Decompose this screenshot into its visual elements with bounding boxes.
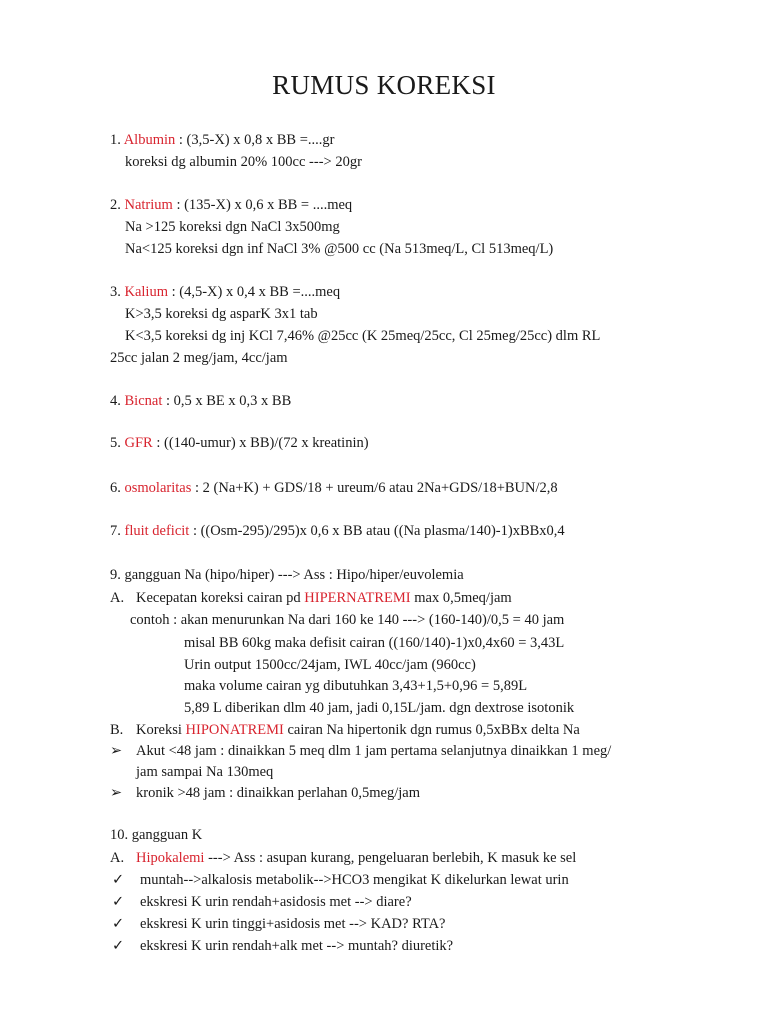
page-title: RUMUS KOREKSI [272, 70, 496, 100]
kalium-label: Kalium [124, 284, 168, 300]
check-icon: ✓ [112, 938, 125, 954]
kalium-formula [110, 283, 340, 301]
list-marker-a: A. [110, 590, 125, 606]
hipernatremi-label: HIPERNATREMI [304, 590, 411, 606]
fluid-deficit-formula [110, 522, 565, 540]
item-number: 3. [110, 284, 125, 300]
albumin-formula [110, 131, 334, 149]
natrium-label: Natrium [124, 197, 173, 213]
list-item: ekskresi K urin rendah+alk met --> muntah? diuretik? [140, 938, 454, 954]
example-calc-4: 5,89 L diberikan dlm 40 jam, jadi 0,15L/jam. dgn dextrose isotonik [184, 700, 575, 716]
list-marker-b: B. [110, 722, 124, 738]
item-number: 6. [110, 480, 125, 496]
example-calc-3: maka volume cairan yg dibutuhkan 3,43+1,5+0,96 = 5,89L [184, 678, 528, 694]
kalium-note-3: 25cc jalan 2 meg/jam, 4cc/jam [110, 350, 288, 366]
kalium-note-1: K>3,5 koreksi dg asparK 3x1 tab [125, 306, 318, 322]
list-item: ekskresi K urin tinggi+asidosis met --> KAD? RTA? [140, 916, 446, 932]
hipernatremi-line [136, 589, 512, 607]
akut-line-2: jam sampai Na 130meq [136, 764, 274, 780]
formula: : 2 (Na+K) + GDS/18 + ureum/6 atau 2Na+GDS/18+BUN/2,8 [191, 480, 558, 496]
item-number: 4. [110, 393, 125, 409]
text: cairan Na hipertonik dgn rumus 0,5xBBx delta Na [283, 722, 580, 738]
albumin-note: koreksi dg albumin 20% 100cc ---> 20gr [125, 154, 362, 170]
k-disorder-heading: 10. gangguan K [110, 827, 203, 843]
text: Kecepatan koreksi cairan pd [136, 590, 305, 606]
gfr-formula [110, 434, 369, 452]
example-calc-2: Urin output 1500cc/24jam, IWL 40cc/jam (960cc) [184, 657, 476, 673]
natrium-formula [110, 196, 352, 214]
formula: : ((140-umur) x BB)/(72 x kreatinin) [152, 435, 369, 451]
bicnat-formula [110, 392, 291, 410]
formula: : (3,5-X) x 0,8 x BB =....gr [175, 132, 335, 148]
arrow-bullet-icon: ➢ [110, 785, 123, 801]
gfr-label: GFR [124, 435, 153, 451]
formula: : ((Osm-295)/295)x 0,6 x BB atau ((Na plasma/140)-1)xBBx0,4 [189, 523, 565, 539]
kalium-note-2: K<3,5 koreksi dg inj KCl 7,46% @25cc (K 25meq/25cc, Cl 25meg/25cc) dlm RL [125, 328, 601, 344]
hiponatremi-line [136, 721, 580, 739]
natrium-note-2: Na<125 koreksi dgn inf NaCl 3% @500 cc (Na 513meq/L, Cl 513meq/L) [125, 241, 554, 257]
check-icon: ✓ [112, 894, 125, 910]
item-number: 5. [110, 435, 125, 451]
item-number: 2. [110, 197, 125, 213]
list-item: muntah-->alkalosis metabolik-->HCO3 mengikat K dikelurkan lewat urin [140, 872, 569, 888]
na-disorder-heading: 9. gangguan Na (hipo/hiper) ---> Ass : Hipo/hiper/euvolemia [110, 567, 464, 583]
osmolaritas-label: osmolaritas [124, 480, 192, 496]
text: max 0,5meq/jam [410, 590, 512, 606]
list-marker-a: A. [110, 850, 125, 866]
osmolaritas-formula [110, 479, 558, 497]
hiponatremi-label: HIPONATREMI [185, 722, 284, 738]
formula: : (4,5-X) x 0,4 x BB =....meq [168, 284, 341, 300]
fluid-deficit-label: fluit deficit [124, 523, 190, 539]
item-number: 1. [110, 132, 124, 148]
example-calc-1: misal BB 60kg maka defisit cairan ((160/140)-1)x0,4x60 = 3,43L [184, 635, 565, 651]
formula: : (135-X) x 0,6 x BB = ....meq [172, 197, 353, 213]
albumin-label: Albumin [123, 132, 176, 148]
check-icon: ✓ [112, 872, 125, 888]
text: Koreksi [136, 722, 186, 738]
hipokalemi-label: Hipokalemi [136, 850, 205, 866]
formula: : 0,5 x BE x 0,3 x BB [162, 393, 292, 409]
hipokalemi-line [136, 849, 576, 867]
bicnat-label: Bicnat [124, 393, 163, 409]
natrium-note-1: Na >125 koreksi dgn NaCl 3x500mg [125, 219, 340, 235]
item-number: 7. [110, 523, 125, 539]
akut-line-1: Akut <48 jam : dinaikkan 5 meq dlm 1 jam pertama selanjutnya dinaikkan 1 meg/ [136, 743, 612, 759]
arrow-bullet-icon: ➢ [110, 743, 123, 759]
example-line: contoh : akan menurunkan Na dari 160 ke 140 ---> (160-140)/0,5 = 40 jam [130, 612, 565, 628]
text: ---> Ass : asupan kurang, pengeluaran berlebih, K masuk ke sel [204, 850, 577, 866]
check-icon: ✓ [112, 916, 125, 932]
list-item: ekskresi K urin rendah+asidosis met --> diare? [140, 894, 412, 910]
kronik-line: kronik >48 jam : dinaikkan perlahan 0,5meg/jam [136, 785, 421, 801]
